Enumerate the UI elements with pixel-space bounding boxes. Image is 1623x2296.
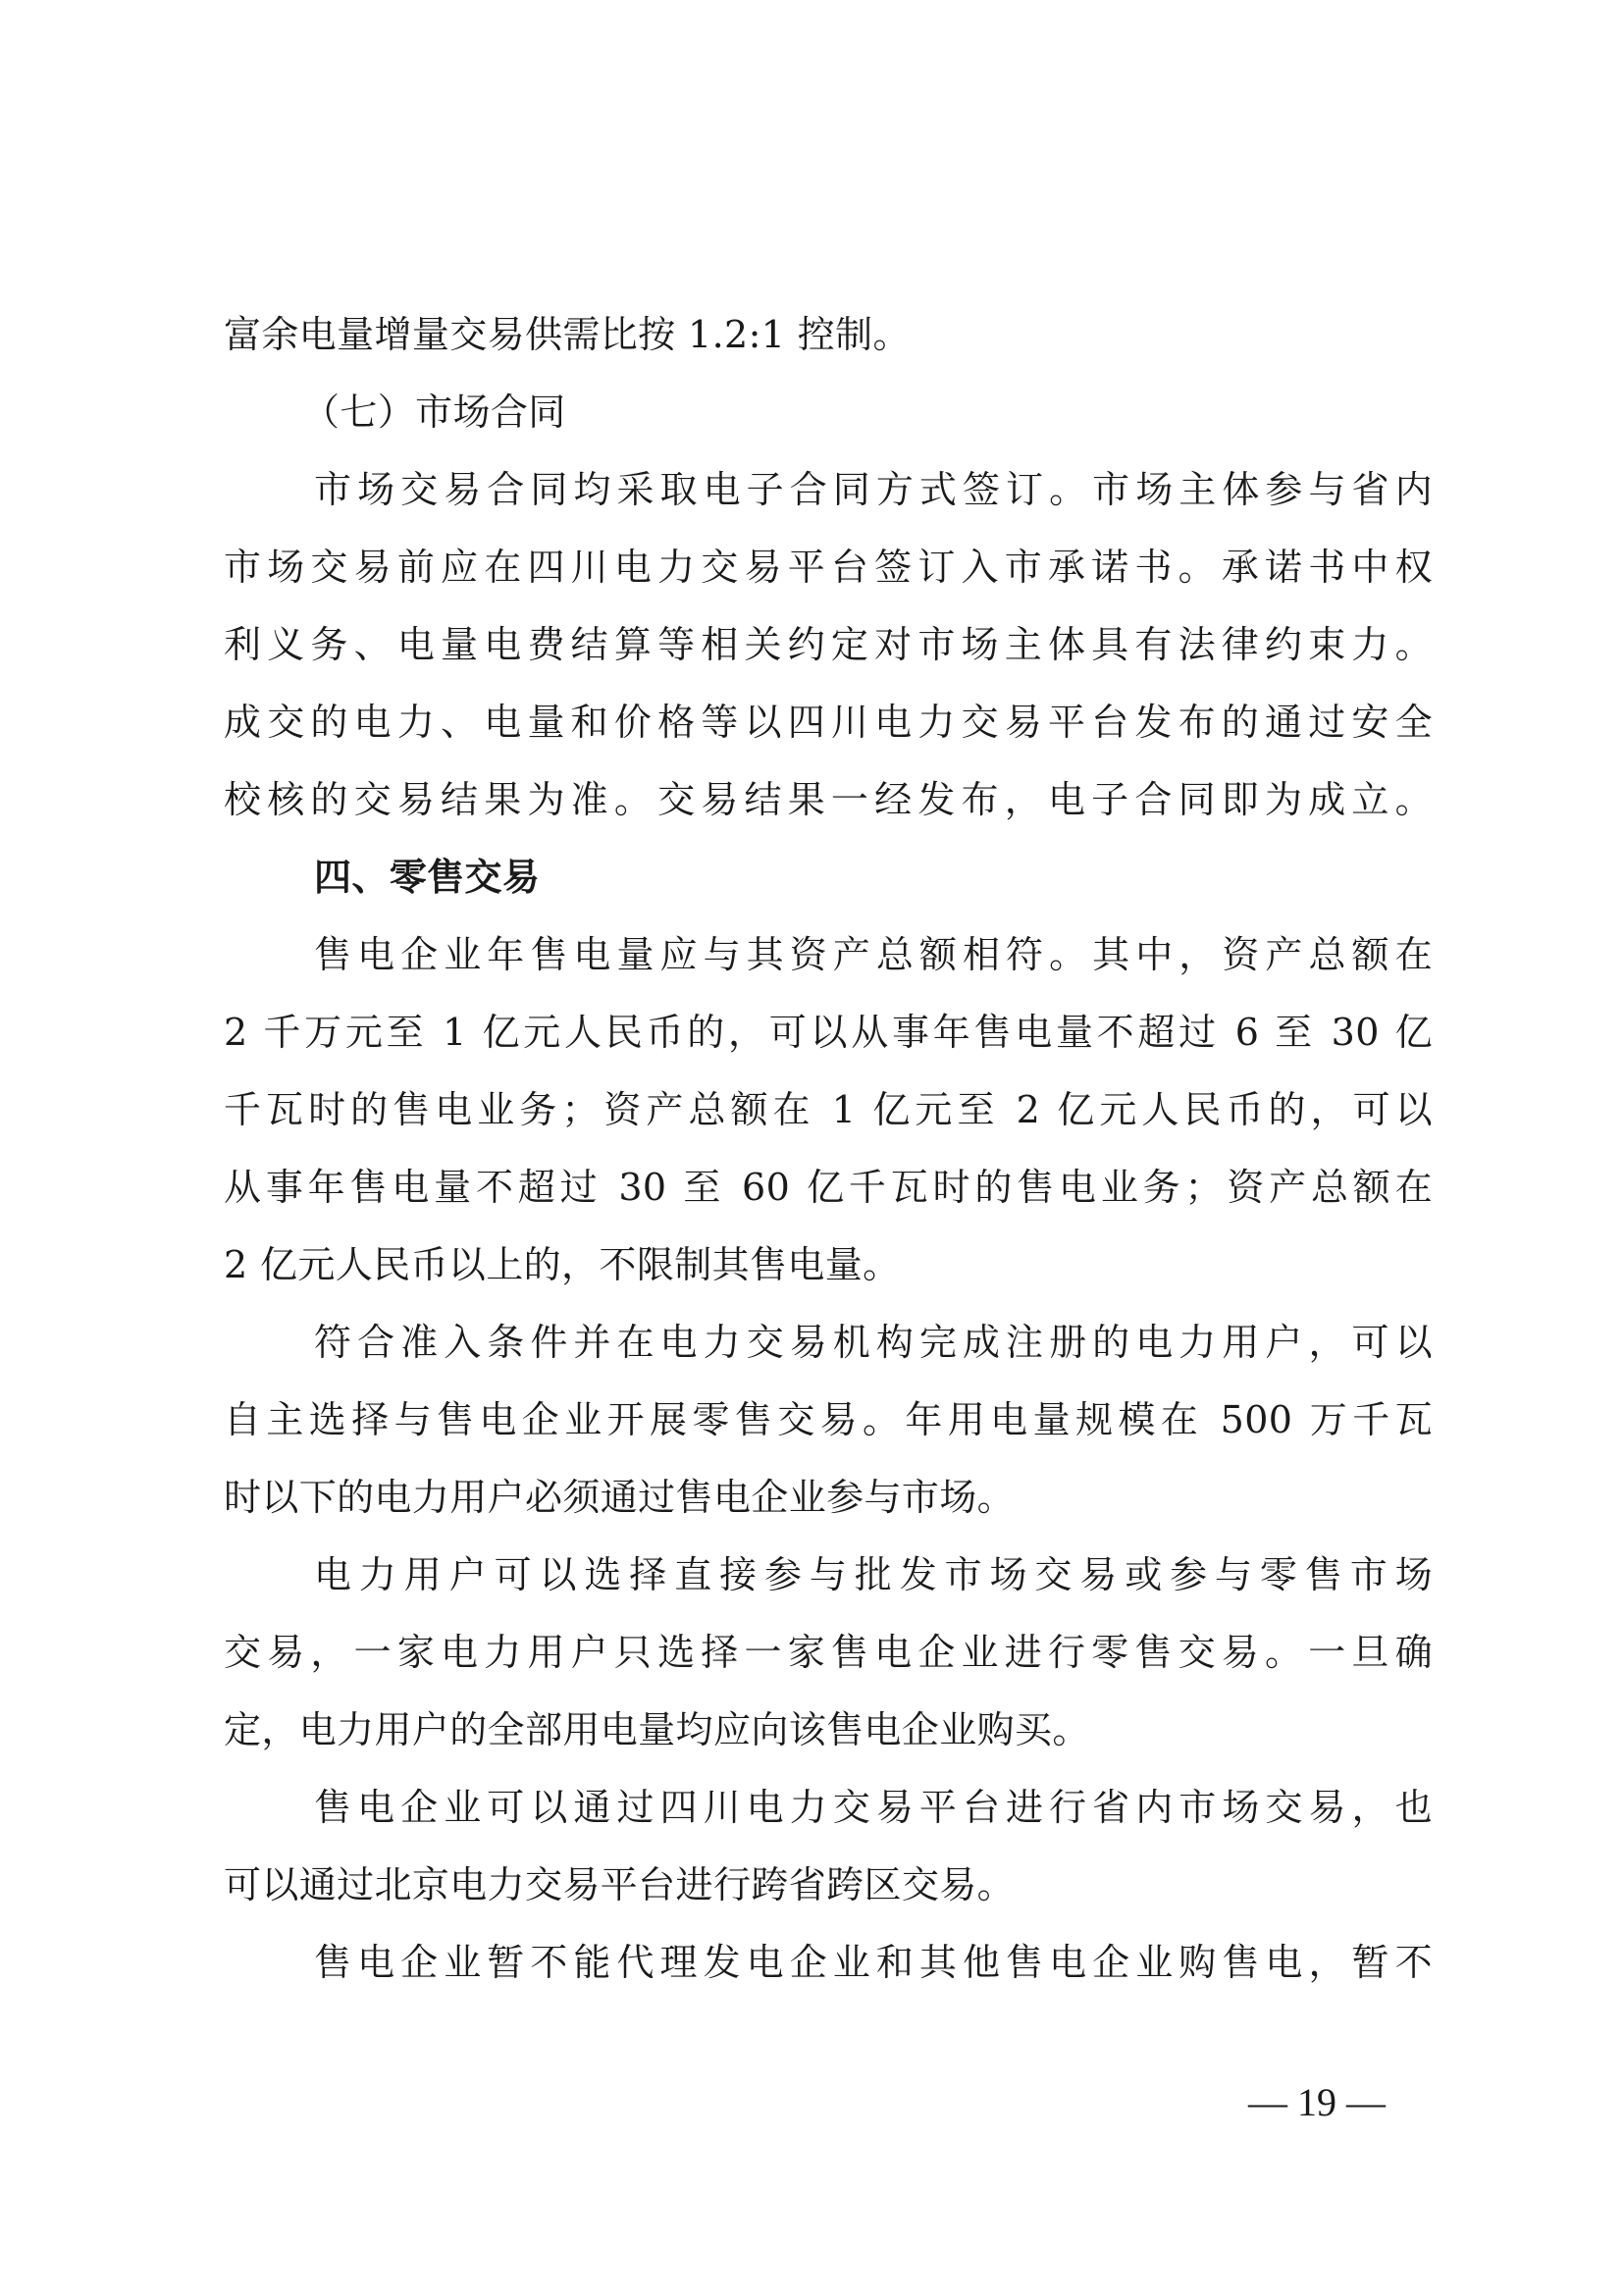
text-line: 自主选择与售电企业开展零售交易。年用电量规模在 500 万千瓦 [224, 1398, 1433, 1441]
text-line: 从事年售电量不超过 30 至 60 亿千瓦时的售电业务；资产总额在 [224, 1166, 1433, 1209]
text-line: 市场交易前应在四川电力交易平台签订入市承诺书。承诺书中权 [224, 546, 1433, 589]
text-line: 售电企业年售电量应与其资产总额相符。其中，资产总额在 [314, 933, 1433, 976]
paragraph-user-options [224, 1537, 1433, 1769]
text-line: 电力用户可以选择直接参与批发市场交易或参与零售市场 [314, 1553, 1433, 1596]
paragraph-agency [224, 1924, 1433, 2002]
text-line: 校核的交易结果为准。交易结果一经发布，电子合同即为成立。 [224, 778, 1433, 821]
section-heading-retail-trading [224, 839, 1433, 916]
text-line: 成交的电力、电量和价格等以四川电力交易平台发布的通过安全 [224, 701, 1433, 744]
text-line: 售电企业可以通过四川电力交易平台进行省内市场交易，也 [314, 1786, 1433, 1829]
text-line: 时以下的电力用户必须通过售电企业参与市场。 [224, 1476, 1015, 1519]
paragraph-platform [224, 1769, 1433, 1924]
paragraph-contract [224, 451, 1433, 839]
text-line: 售电企业暂不能代理发电企业和其他售电企业购售电，暂不 [314, 1941, 1433, 1984]
text-line: 千瓦时的售电业务；资产总额在 1 亿元至 2 亿元人民币的，可以 [224, 1088, 1433, 1131]
text-line: 交易，一家电力用户只选择一家售电企业进行零售交易。一旦确 [224, 1631, 1433, 1674]
paragraph-user-choice [224, 1304, 1433, 1537]
text-line: 利义务、电量电费结算等相关约定对市场主体具有法律约束力。 [224, 623, 1433, 666]
subsection-heading-market-contract [224, 374, 1433, 451]
paragraph-continuation [224, 296, 1433, 374]
text-line: 2 千万元至 1 亿元人民币的，可以从事年售电量不超过 6 至 30 亿 [224, 1011, 1433, 1054]
text-line: 符合准入条件并在电力交易机构完成注册的电力用户，可以 [314, 1321, 1433, 1364]
text-line: 市场交易合同均采取电子合同方式签订。市场主体参与省内 [314, 468, 1433, 511]
page-number: — 19 — [1248, 2080, 1386, 2124]
text-line: 2 亿元人民币以上的，不限制其售电量。 [224, 1243, 901, 1286]
paragraph-retail-scale [224, 916, 1433, 1304]
text-line: 定，电力用户的全部用电量均应向该售电企业购买。 [224, 1708, 1090, 1751]
heading-text: 四、零售交易 [314, 856, 541, 899]
heading-text: （七）市场合同 [302, 391, 566, 434]
text-line: 可以通过北京电力交易平台进行跨省跨区交易。 [224, 1863, 1015, 1906]
text-line: 富余电量增量交易供需比按 1.2:1 控制。 [224, 313, 911, 356]
